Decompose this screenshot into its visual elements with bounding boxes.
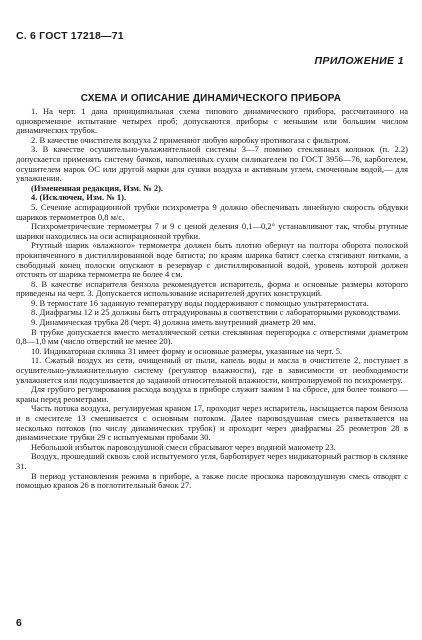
paragraph: Психрометрические термометры 7 и 9 с ценой деления 0,1—0,2° устанавливают так, чтобы ртутные шарики находились на оси аспирационной трубки. [16,221,408,241]
appendix-label: ПРИЛОЖЕНИЕ 1 [314,55,404,67]
running-header: С. 6 ГОСТ 17218—71 [16,30,124,42]
paragraph: 8. В качестве испарителя бензола рекомендуется испаритель, форма и основные размеры которого приведены на черт. 3. Допускается использование испарителей других конструкций. [16,278,408,299]
body-text [16,107,408,491]
paragraph: Для грубого регулирования расхода воздуха в приборе служит зажим 1 на сбросе, для более тонкого — краны перед реометрами. [16,384,408,404]
paragraph: 9. В термостате 16 заданную температуру воды поддерживают с помощью ультратермостата. [31,297,369,308]
paragraph: 8. Диафрагмы 12 и 25 должны быть отградуированы в соответствии с лабораторными руководствами. [31,307,401,318]
paragraph: 5. Сечение аспирационной трубки психрометра 9 должно обеспечивать линейную скорость обдувки шариков термометров 0,8 м/с. [16,201,408,222]
paragraph: 2. В качестве очистителя воздуха 2 применяют любую коробку противогаза с фильтром. [31,134,351,145]
paragraph: 1. На черт. 1 дана принципиальная схема типового динамического прибора, рассчитанного на одновременное испытание четырех проб; допускаются приборы с меньшим или большим числом динамических трубок. [16,106,408,136]
amendment-note: (Измененная редакция, Изм. № 2). [31,182,164,193]
paragraph: В период установления режима в приборе, а также после проскока паровоздушную смесь отводят с помощью кранов 26 в поглотительный бачок 27. [16,470,408,491]
paragraph: 9. Динамическая трубка 28 (черт. 4) должна иметь внутренний диаметр 20 мм. [31,317,316,328]
paragraph: Небольшой избыток паровоздушной смеси сбрасывают через водяной манометр 23. [31,441,336,452]
paragraph: Часть потока воздуха, регулируемая краном 17, проходит через испаритель, насыщается паром бензола и в смесителе 13 смешивается с основным потоком. Далее паровоздушная смесь разветвляется на несколько потоков (по числу динамических трубок) и проходит через диафрагмы 25 реометров 28 в динамические трубки 29 с испытуемыми пробами 30. [16,403,408,443]
section-title: СХЕМА И ОПИСАНИЕ ДИНАМИЧЕСКОГО ПРИБОРА [80,93,342,104]
paragraph: Воздух, прошедший сквозь слой испытуемого угля, барботирует через индикаторный раствор в склянке 31. [16,451,408,471]
paragraph: 11. Сжатый воздух из сети, очищенный от пыли, капель воды и масла в очистителе 2, поступает в осушительно-увлажнительную систему (регулятор влажности), где в зависимости от необходимости увлажняется или подсушивается до заданной относительной влажности, контролируемой по психрометру. [16,355,408,385]
paragraph: 3. В качестве осушительно-увлажнительной системы 3—7 помимо стеклянных колонок (п. 2.2) допускается применять систему бачков, наполненных сухим силикагелем по ГОСТ 3956—76, карбогелем, осушителем марок ОС или другой марки для сушки воздуха и активным углем, смоченным водой,— для увлажнения. [16,144,408,184]
page-number: 6 [16,617,22,629]
amendment-note: 4. (Исключен, Изм. № 1). [31,192,127,203]
paragraph: 10. Индикаторная склянка 31 имеет форму и основные размеры, указанные на черт. 5. [31,345,343,356]
paragraph: В трубке допускается вместо металлической сетки стеклянная перегородка с отверстиями диаметром 0,8—1,0 мм (число отверстий не менее 20). [16,326,408,347]
paragraph: Ртутный шарик «влажного» термометра должен быть плотно обернут на полтора оборота полоской прокипяченного в дистиллированной воде батиста; по краям шарика батист слегка стягивают нитками, а свободный конец полоски опускают в резервуар с дистиллированной водой, уровень которой должен отстоять от шарика термометра не более 4 см. [16,240,408,280]
